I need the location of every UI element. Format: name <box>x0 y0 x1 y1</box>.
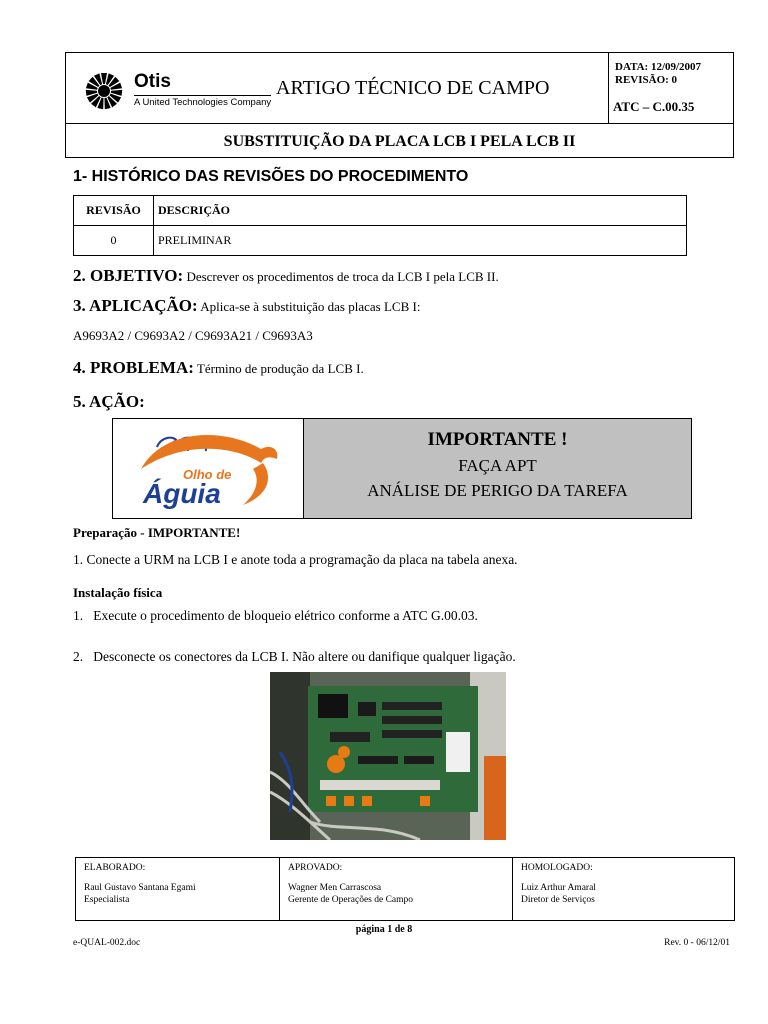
approval-table <box>75 857 735 921</box>
homologado-name: Luiz Arthur Amaral <box>521 883 596 893</box>
logo-text-1: Olho de <box>183 467 232 482</box>
table-cell-revisao: 0 <box>74 226 154 256</box>
doc-revision: Rev. 0 - 06/12/01 <box>664 938 730 948</box>
table-cell-descricao: PRELIMINAR <box>154 226 687 256</box>
lcb-board-photo <box>270 672 506 840</box>
instalacao-item-2 <box>73 649 516 665</box>
elaborado-label: ELABORADO: <box>84 863 146 873</box>
problema-paragraph <box>73 358 364 378</box>
important-message <box>304 419 691 518</box>
homologado-cell <box>513 858 735 920</box>
aplicacao-paragraph <box>73 296 420 316</box>
homologado-label: HOMOLOGADO: <box>521 863 593 873</box>
header-date: DATA: 12/09/2007 <box>615 61 702 73</box>
objetivo-label: 2. OBJETIVO: <box>73 266 184 285</box>
olho-de-aguia-logo <box>113 419 304 518</box>
aprovado-cell <box>280 858 513 920</box>
preparacao-item-1: 1. Conecte a URM na LCB I e anote toda a programação da placa na tabela anexa. <box>73 552 518 567</box>
objetivo-text: Descrever os procedimentos de troca da LCB I pela LCB II. <box>186 269 499 284</box>
section-1-title: 1- HISTÓRICO DAS REVISÕES DO PROCEDIMENTO <box>73 168 469 185</box>
header-meta <box>615 61 701 87</box>
list-text: Execute o procedimento de bloqueio elétrico conforme a ATC G.00.03. <box>93 608 478 623</box>
objetivo-paragraph <box>73 266 499 286</box>
list-number: 2. <box>73 649 84 664</box>
aplicacao-models: A9693A2 / C9693A2 / C9693A21 / C9693A3 <box>73 328 313 343</box>
homologado-role: Diretor de Serviços <box>521 895 595 905</box>
list-number: 1. <box>73 608 84 623</box>
instalacao-item-1 <box>73 608 478 624</box>
aplicacao-text: Aplica-se à substituição das placas LCB I: <box>200 299 421 314</box>
important-heading: IMPORTANTE ! <box>427 429 568 450</box>
elaborado-role: Especialista <box>84 895 130 905</box>
header-revision: REVISÃO: 0 <box>615 74 678 86</box>
table-row <box>74 226 687 256</box>
table-header-revisao: REVISÃO <box>74 196 154 226</box>
elaborado-cell <box>76 858 280 920</box>
otis-logo-tagline: A United Technologies Company <box>134 97 272 108</box>
important-analysis: ANÁLISE DE PERIGO DA TAREFA <box>367 481 628 500</box>
problema-label: 4. PROBLEMA: <box>73 358 194 377</box>
elaborado-name: Raul Gustavo Santana Egami <box>84 883 196 893</box>
document-subtitle: SUBSTITUIÇÃO DA PLACA LCB I PELA LCB II <box>223 133 576 150</box>
document-header <box>65 52 734 158</box>
doc-filename: e-QUAL-002.doc <box>73 938 141 948</box>
instalacao-title: Instalação física <box>73 585 163 600</box>
revision-table <box>73 195 687 256</box>
aplicacao-label: 3. APLICAÇÃO: <box>73 296 198 315</box>
important-apt: FAÇA APT <box>458 456 537 475</box>
table-header-row <box>74 196 687 226</box>
list-text: Desconecte os conectores da LCB I. Não altere ou danifique qualquer ligação. <box>93 649 516 664</box>
aprovado-name: Wagner Men Carrascosa <box>288 883 382 893</box>
preparacao-title: Preparação - IMPORTANTE! <box>73 525 241 540</box>
otis-logo <box>84 71 272 111</box>
aprovado-label: APROVADO: <box>288 863 343 873</box>
acao-label: 5. AÇÃO: <box>73 392 145 411</box>
page-title: ARTIGO TÉCNICO DE CAMPO <box>276 77 550 99</box>
aprovado-role: Gerente de Operações de Campo <box>288 895 414 905</box>
important-box <box>112 418 692 519</box>
otis-logo-name: Otis <box>134 71 171 92</box>
problema-text: Término de produção da LCB I. <box>196 361 364 376</box>
table-header-descricao: DESCRIÇÃO <box>154 196 687 226</box>
eagle-logo-icon <box>113 419 303 518</box>
document-code: ATC – C.00.35 <box>613 99 695 114</box>
page-number: página 1 de 8 <box>355 924 413 935</box>
otis-logo-icon <box>84 71 126 111</box>
logo-text-2: Águia <box>143 478 221 509</box>
